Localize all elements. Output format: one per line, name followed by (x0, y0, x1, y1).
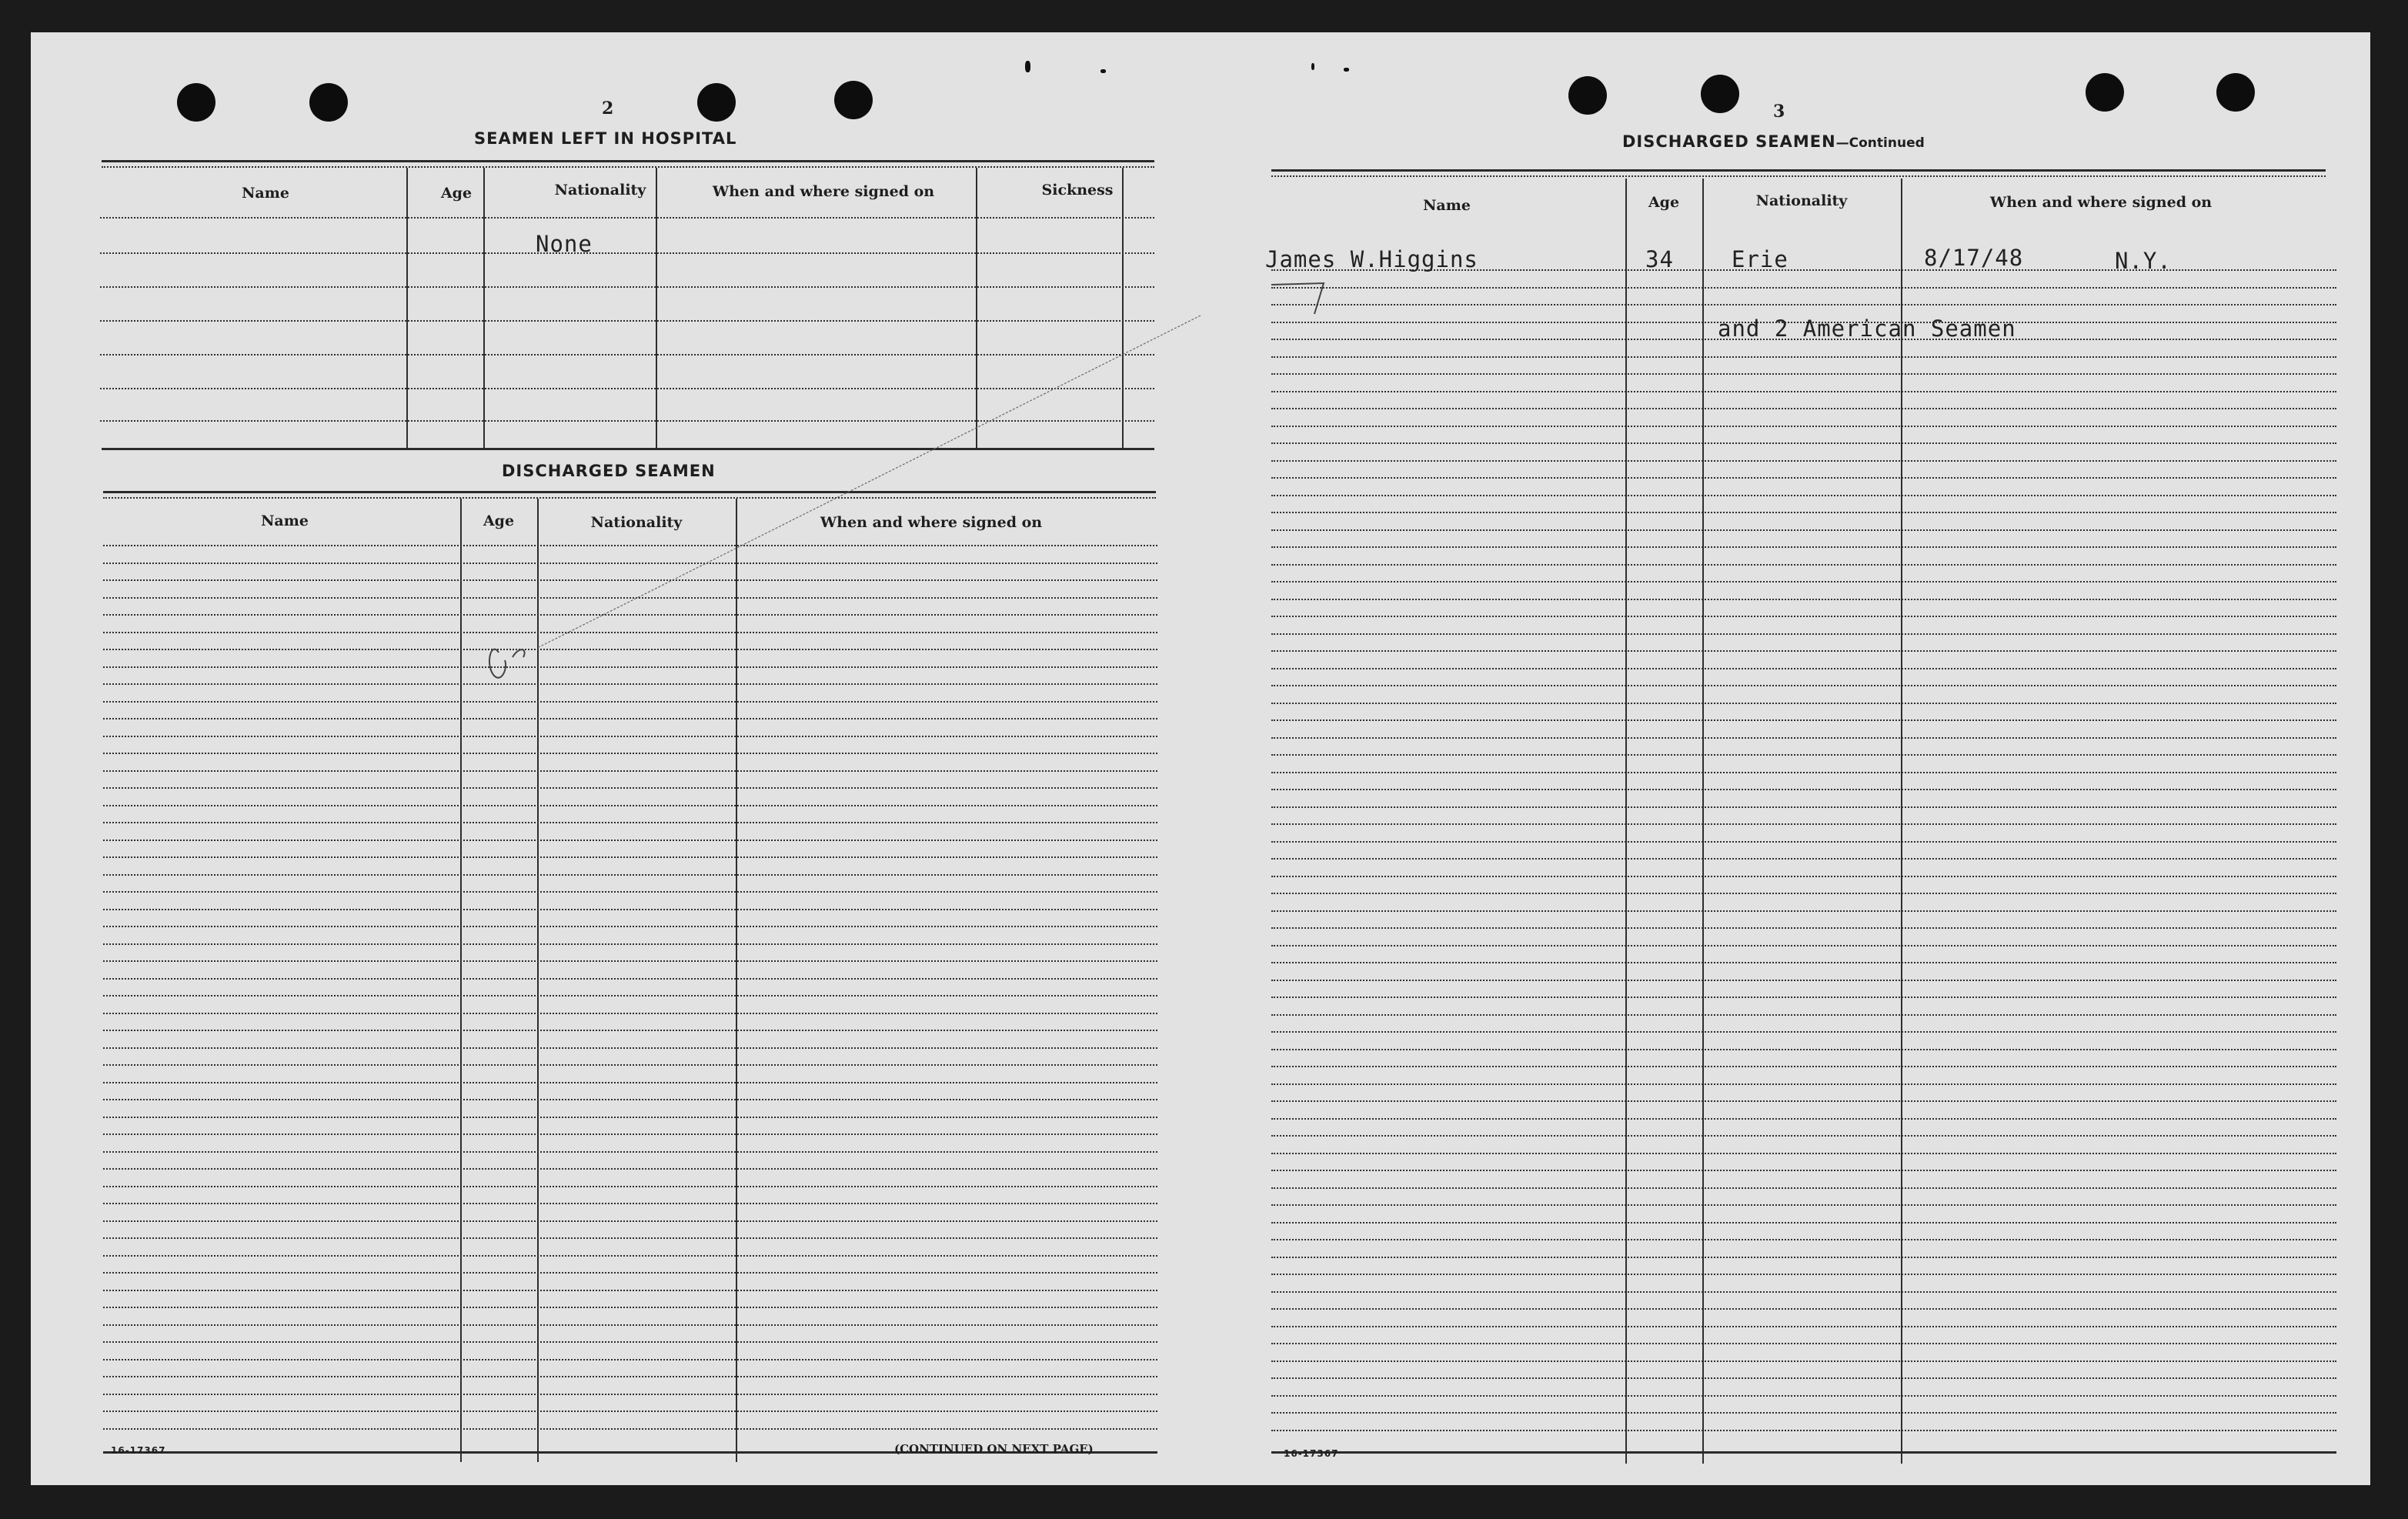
page-number: 3 (1773, 102, 1785, 122)
row-rule (1271, 1291, 2336, 1293)
row-rule (1271, 772, 2336, 773)
right-column-rule (1901, 179, 1902, 1464)
entry-date: 8/17/48 (1924, 245, 2024, 271)
row-rule (1271, 391, 2336, 392)
row-rule (1271, 495, 2336, 496)
table-bottom-rule (1271, 1451, 2336, 1454)
discharged-header-name: Name (261, 512, 309, 529)
row-rule (1271, 356, 2336, 358)
row-rule (1271, 408, 2336, 409)
discharged-header-signed-on: When and where signed on (820, 514, 1043, 531)
row-rule (1271, 980, 2336, 981)
right-table-top-rule (1271, 169, 2326, 172)
hospital-entry: None (536, 231, 593, 257)
row-rule (1271, 841, 2336, 843)
discharged-header-age: Age (483, 512, 515, 529)
row-rule (1271, 997, 2336, 998)
row-rule (1271, 1135, 2336, 1137)
hospital-header-age: Age (440, 185, 473, 202)
row-rule (1271, 858, 2336, 860)
entry-nationality: Erie (1732, 246, 1788, 272)
row-rule (1271, 1377, 2336, 1379)
row-rule (1271, 1100, 2336, 1102)
row-rule (1271, 512, 2336, 513)
row-rule (1271, 1083, 2336, 1085)
row-rule (1271, 668, 2336, 669)
row-rule (1271, 945, 2336, 946)
row-rule (1271, 442, 2336, 444)
row-rule (1271, 529, 2336, 531)
right-header-signed-on: When and where signed on (1989, 194, 2213, 211)
row-rule (1271, 685, 2336, 686)
entry-note: and 2 American Seamen (1718, 315, 2016, 342)
row-rule (1271, 373, 2336, 375)
row-rule (1271, 1360, 2336, 1362)
row-rule (1271, 737, 2336, 739)
row-rule (1271, 1326, 2336, 1327)
right-column-rule (1702, 179, 1704, 1464)
row-rule (1271, 287, 2336, 289)
row-rule (1271, 962, 2336, 963)
entry-age: 34 (1645, 246, 1674, 272)
row-rule (1271, 650, 2336, 652)
row-rule (1271, 1014, 2336, 1016)
row-rule (1271, 1204, 2336, 1206)
right-header-name: Name (1423, 197, 1471, 214)
row-rule (1271, 599, 2336, 600)
row-rule (1271, 1257, 2336, 1258)
form-number: 16-17367 (1284, 1448, 1339, 1459)
row-rule (1271, 564, 2336, 566)
row-rule (1271, 927, 2336, 929)
row-rule (1271, 1066, 2336, 1067)
right-table-top-rule (1271, 175, 2326, 177)
row-rule (1271, 1170, 2336, 1171)
hospital-header-signed-on: When and where signed on (712, 183, 935, 200)
right-header-age: Age (1648, 194, 1680, 211)
row-rule (1271, 1049, 2336, 1050)
continued-note: (CONTINUED ON NEXT PAGE) (894, 1442, 1094, 1456)
row-rule (1271, 789, 2336, 790)
row-rule (1271, 426, 2336, 427)
right-section-title-text: DISCHARGED SEAMEN (1622, 132, 1836, 151)
row-rule (1271, 1308, 2336, 1310)
row-rule (1271, 304, 2336, 305)
discharged-section-title: DISCHARGED SEAMEN (502, 462, 716, 480)
row-rule (1271, 1274, 2336, 1275)
row-rule (1271, 823, 2336, 825)
row-rule (1271, 633, 2336, 635)
discharged-header-nationality: Nationality (590, 514, 683, 531)
entry-name: James W.Higgins (1265, 246, 1478, 272)
row-rule (1271, 616, 2336, 617)
row-rule (1271, 1395, 2336, 1397)
row-rule (1271, 1153, 2336, 1154)
row-rule (1271, 1118, 2336, 1120)
form-number: 16-17367 (111, 1445, 166, 1456)
row-rule (1271, 477, 2336, 479)
page-number: 2 (602, 98, 614, 119)
row-rule (1271, 1343, 2336, 1344)
row-rule (1271, 1430, 2336, 1431)
row-rule (1271, 893, 2336, 894)
row-rule (1271, 1412, 2336, 1414)
right-section-title-suffix: —Continued (1835, 135, 1925, 151)
row-rule (1271, 581, 2336, 583)
hospital-header-sickness: Sickness (1041, 182, 1114, 199)
hospital-header-nationality: Nationality (554, 182, 646, 199)
row-rule (1271, 546, 2336, 548)
row-rule (1271, 806, 2336, 808)
row-rule (1271, 460, 2336, 462)
entry-place: N.Y. (2115, 248, 2172, 274)
row-rule (1271, 719, 2336, 721)
row-rule (1271, 1222, 2336, 1224)
ledger-sheet (31, 32, 2370, 1485)
row-rule (1271, 1239, 2336, 1240)
right-column-rule (1625, 179, 1627, 1464)
hospital-section-title: SEAMEN LEFT IN HOSPITAL (474, 129, 737, 148)
row-rule (1271, 703, 2336, 704)
right-header-nationality: Nationality (1755, 192, 1848, 209)
right-section-title (1622, 132, 1925, 151)
hospital-header-name: Name (242, 185, 289, 202)
row-rule (1271, 1031, 2336, 1033)
row-rule (1271, 876, 2336, 877)
row-rule (1271, 1187, 2336, 1189)
row-rule (1271, 910, 2336, 912)
row-rule (1271, 754, 2336, 756)
